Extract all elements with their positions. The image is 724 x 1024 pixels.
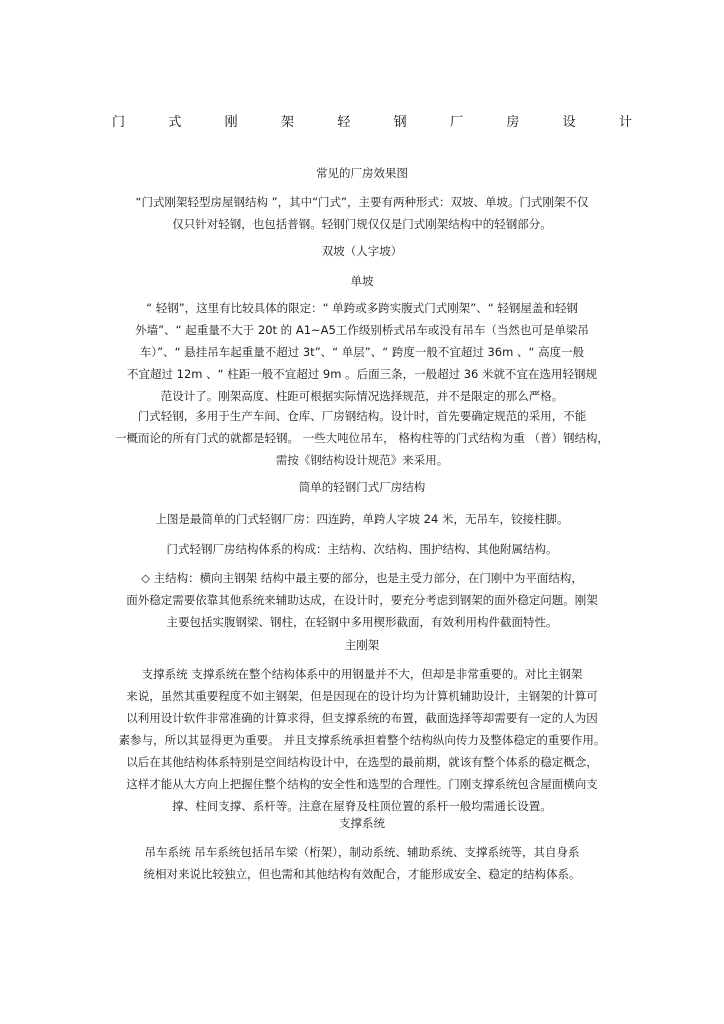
light-steel-definition (0, 297, 724, 407)
text-line: 吊车系统 吊车系统包括吊车梁（桁架），制动系统、辅助系统、支撑系统等，其自身系 (144, 845, 580, 859)
text-line: 统相对来说比较独立，但也需和其他结构有效配合，才能形成安全、稳定的结构体系。 (143, 867, 581, 881)
text-line: 需按《钢结构设计规范》来采用。 (275, 453, 449, 467)
text-line: 外墙”、“ 起重量不大于 20t 的 A1~A5工作级别桥式吊车或没有吊车（当然也可是单梁吊 (135, 323, 589, 337)
caption-bracing-system: 支撑系统 (339, 816, 385, 830)
text-line: 来说，虽然其重要程度不如主钢架，但是因现在的设计均为计算机辅助设计，主钢架的计算可 (126, 689, 598, 703)
caption-effect: 常见的厂房效果图 (316, 166, 408, 180)
text-line: 不宜超过 12m 、“ 柱距一般不宜超过 9m 。后面三条，一般超过 36 米就不宜在选用轻钢规 (126, 367, 598, 381)
main-structure-paragraph (0, 567, 724, 633)
text-line: 范设计了。刚架高度、柱距可根据实际情况选择规范，并不是限定的那么严格。 (160, 389, 564, 403)
text-line: 素参与，所以其显得更为重要。 并且支撑系统承担着整个结构纵向传力及整体稳定的重要作用。 (118, 733, 606, 747)
title-char: 计 (618, 115, 632, 130)
system-composition: 门式轻钢厂房结构体系的构成：主结构、次结构、围护结构、其他附属结构。 (166, 542, 558, 556)
text-line: 仅只针对轻钢，也包括普钢。轻钢门规仅仅是门式刚架结构中的轻钢部分。 (172, 217, 552, 231)
title-char: 钢 (393, 115, 407, 130)
title-char: 房 (506, 115, 520, 130)
title-char: 架 (280, 115, 294, 130)
caption-single-slope: 单坡 (350, 274, 374, 288)
simple-structure-desc: 上图是最简单的门式轻钢厂房：四连跨，单跨人字坡 24 米，无吊车，铰接柱脚。 (155, 512, 569, 526)
text-line: 支撑系统 支撑系统在整个结构体系中的用钢量并不大，但却是非常重要的。对比主钢架 (141, 667, 583, 681)
text-line: 门式轻钢，多用于生产车间、仓库、厂房钢结构。设计时，首先要确定规范的采用，不能 (137, 409, 587, 423)
crane-paragraph (0, 841, 724, 885)
title-char: 式 (168, 115, 182, 130)
text-line: 一概而论的所有门式的就都是轻钢。 一些大吨位吊车， 格构柱等的门式结构为重 （普）钢结构， (115, 431, 609, 445)
text-line: 面外稳定需要依靠其他系统来辅助达成，在设计时，要充分考虑到钢架的面外稳定问题。刚架 (126, 593, 598, 607)
caption-double-slope: 双坡（人字坡） (321, 244, 403, 258)
intro-paragraph (0, 191, 724, 235)
document-title (112, 114, 632, 132)
title-char: 轻 (337, 115, 351, 130)
usage-paragraph (0, 405, 724, 471)
text-line: 以后在其他结构体系特别是空间结构设计中，在选型的最前期，就该有整个体系的稳定概念， (126, 755, 598, 769)
text-line: “ 轻钢”，这里有比较具体的限定：“ 单跨或多跨实腹式门式刚架”、“ 轻钢屋盖和轻钢 (146, 301, 578, 315)
title-char: 厂 (449, 115, 463, 130)
text-line: ◇ 主结构：横向主钢架 结构中最主要的部分，也是主受力部分，在门刚中为平面结构， (141, 571, 583, 585)
text-line: 这样才能从大方向上把握住整个结构的安全性和选型的合理性。门刚支撑系统包含屋面横向支 (126, 777, 598, 791)
title-char: 设 (562, 115, 576, 130)
bracing-paragraph (0, 663, 724, 817)
text-line: 主要包括实腹钢梁、钢柱，在轻钢中多用楔形截面，有效利用构件截面特性。 (166, 615, 558, 629)
text-line: 撑、柱间支撑、系杆等。注意在屋脊及柱顶位置的系杆一般均需通长设置。 (172, 799, 552, 813)
caption-main-frame: 主刚架 (344, 638, 380, 652)
caption-simple-structure: 简单的轻钢门式厂房结构 (298, 480, 426, 494)
title-char: 刚 (224, 115, 238, 130)
text-line: “门式刚架轻型房屋钢结构 ”，其中“门式”，主要有两种形式：双坡、单坡。门式刚架不仅 (135, 195, 589, 209)
text-line: 车）”、“ 悬挂吊车起重量不超过 3t”、“ 单层”、“ 跨度一般不宜超过 36m 、“ 高度一般 (139, 345, 585, 359)
text-line: 以利用设计软件非常准确的计算求得，但支撑系统的布置，截面选择等却需要有一定的人为因 (126, 711, 598, 725)
title-char: 门 (112, 115, 126, 130)
